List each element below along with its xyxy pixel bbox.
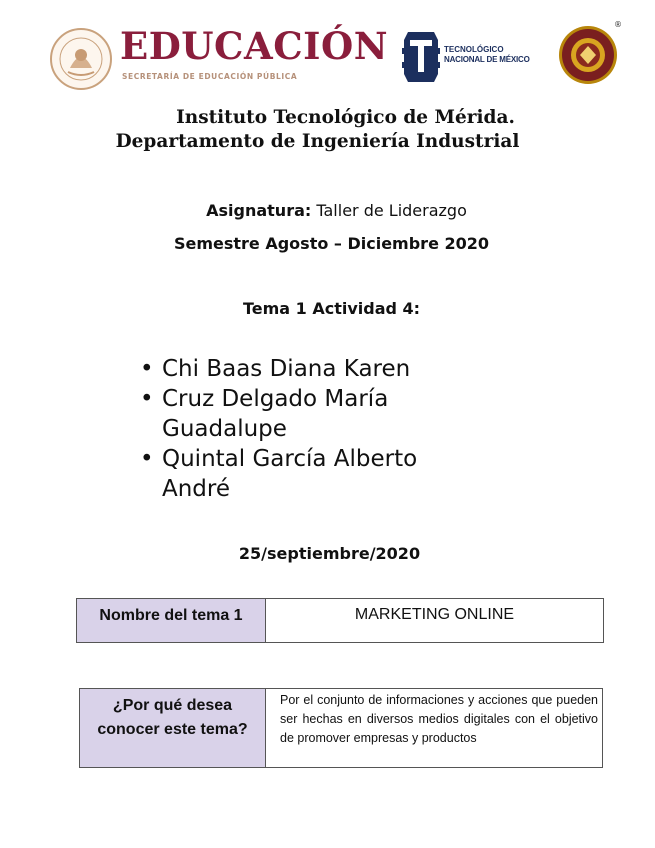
tecnm-gear-logo [400, 26, 442, 88]
list-item [140, 354, 470, 384]
sep-subtitle: SECRETARÍA DE EDUCACIÓN PÚBLICA [122, 72, 298, 81]
mexico-seal-logo [50, 28, 112, 90]
subject-name: Taller de Liderazgo [316, 201, 467, 220]
student-name: Chi Baas Diana Karen [162, 356, 411, 382]
tecnm-line2: NACIONAL DE MÉXICO [444, 55, 530, 64]
student-name: Cruz Delgado María Guadalupe [162, 386, 389, 442]
student-list [140, 354, 470, 504]
list-item [140, 384, 470, 444]
institution-name: Instituto Tecnológico de Mérida. [176, 107, 515, 128]
topic-reason-label: ¿Por qué desea conocer este tema? [80, 689, 266, 768]
topic-name-table [76, 598, 604, 643]
activity-title: Tema 1 Actividad 4: [242, 299, 421, 318]
registered-mark: ® [614, 20, 622, 29]
table-row [80, 689, 603, 768]
topic-name-label: Nombre del tema 1 [77, 599, 266, 643]
subject-label: Asignatura: [206, 201, 312, 220]
tecnm-line1: TECNOLÓGICO [444, 45, 504, 54]
student-name: Quintal García Alberto André [162, 446, 418, 502]
semester: Semestre Agosto – Diciembre 2020 [173, 234, 490, 253]
department-name: Departamento de Ingeniería Industrial [115, 131, 520, 152]
tecnm-wordmark [444, 45, 530, 65]
itmerida-seal-logo [556, 24, 620, 86]
topic-reason-value: Por el conjunto de informaciones y acciones que pueden ser hechas en diversos medios digitales con el objetivo de promover empresas y productos [266, 689, 603, 768]
bullet-icon: • [140, 356, 154, 382]
list-item [140, 444, 470, 504]
bullet-icon: • [140, 446, 154, 472]
table-row [77, 599, 604, 643]
bullet-icon: • [140, 386, 154, 412]
document-date: 25/septiembre/2020 [238, 544, 421, 563]
topic-reason-table [79, 688, 603, 768]
topic-name-value: MARKETING ONLINE [266, 599, 604, 643]
educacion-title: EDUCACIÓN [120, 24, 389, 68]
subject-line [9, 201, 655, 220]
